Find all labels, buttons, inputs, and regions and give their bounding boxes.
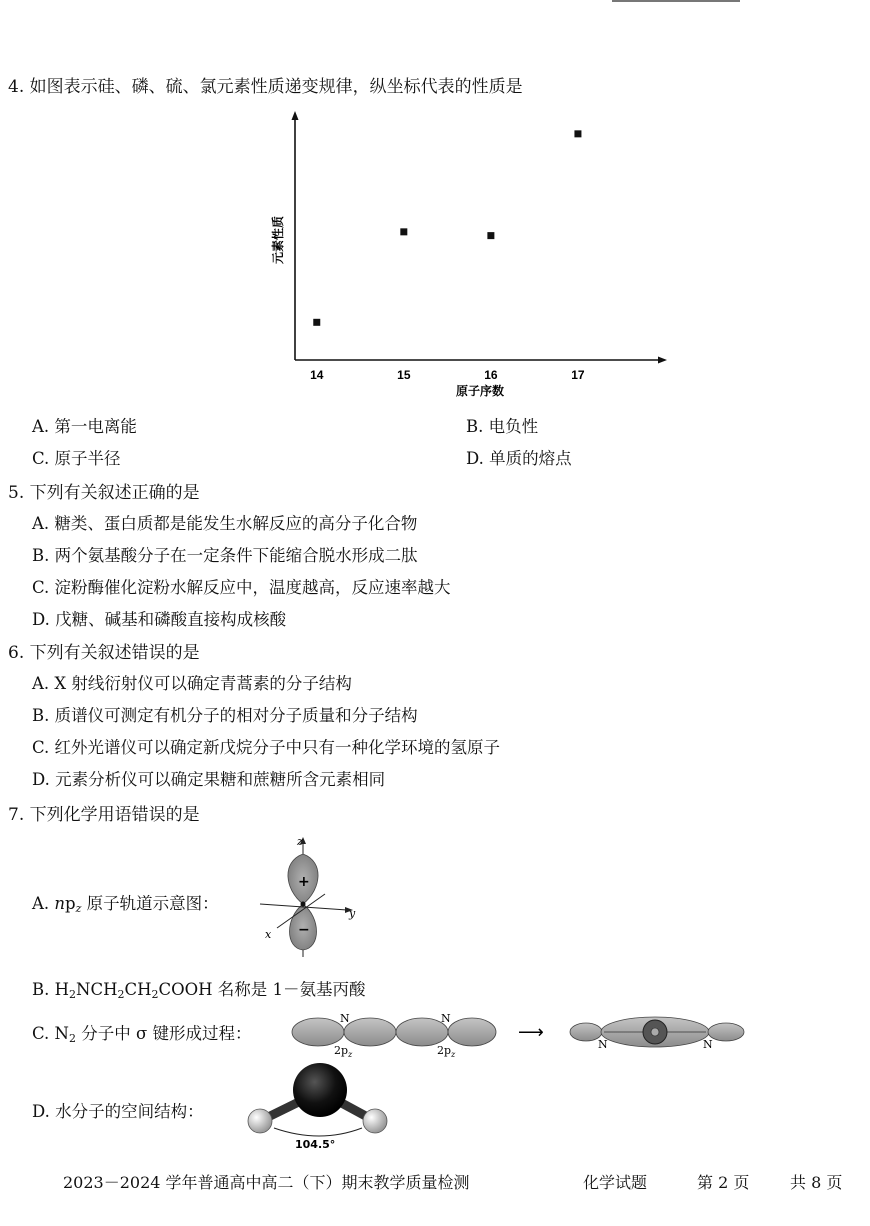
q7c-prefix: C. N [32, 1024, 69, 1043]
water-molecule-svg [240, 1062, 400, 1152]
q5-option-b[interactable]: B. 两个氨基酸分子在一定条件下能缩合脱水形成二肽 [32, 546, 418, 565]
footer-total-pages: 共 8 页 [790, 1173, 843, 1192]
data-point [400, 228, 407, 235]
question-6-stem: 6. 下列有关叙述错误的是 [8, 643, 200, 663]
q7c-sub: 2 [68, 1032, 76, 1045]
sigma-bond-figure [290, 1008, 755, 1064]
chart-svg [255, 105, 675, 400]
q7-option-a[interactable] [32, 890, 219, 915]
n-label-1: N [340, 1012, 350, 1025]
hydrogen-atom-left [248, 1109, 272, 1133]
q7a-sub: z [75, 902, 82, 915]
p-orbital-svg [255, 832, 365, 962]
z-label: z [297, 835, 303, 848]
q5-option-c[interactable]: C. 淀粉酶催化淀粉水解反应中，温度越高，反应速率越大 [32, 578, 451, 597]
footer-page-number: 第 2 页 [697, 1173, 750, 1192]
question-7-stem: 7. 下列化学用语错误的是 [8, 805, 200, 825]
q7-option-b[interactable] [32, 976, 366, 1001]
sigma-bond-svg [290, 1008, 755, 1060]
sigma-overlap-core [651, 1028, 659, 1036]
p-orbital-figure [255, 832, 365, 966]
data-point [574, 130, 581, 137]
orbital-2-right-lobe [448, 1018, 496, 1046]
q7b-sub1: 2 [69, 988, 77, 1001]
bond-angle-arc [274, 1128, 362, 1136]
y-axis-label: 元素性质 [271, 215, 285, 265]
n-label-4: N [703, 1038, 713, 1051]
property-trend-chart [255, 105, 675, 400]
q7b-text2: CH [124, 980, 152, 999]
q7b-sub2: 2 [117, 988, 125, 1001]
q4-option-d[interactable]: D. 单质的熔点 [466, 449, 572, 468]
x-axis-arrow [658, 357, 667, 364]
footer-subject: 化学试题 [583, 1173, 648, 1192]
q6-option-d[interactable]: D. 元素分析仪可以确定果糖和蔗糖所含元素相同 [32, 770, 386, 789]
y-label: y [349, 907, 356, 920]
q7b-sub3: 2 [151, 988, 159, 1001]
q4-option-c[interactable]: C. 原子半径 [32, 449, 121, 468]
process-arrow: ⟶ [518, 1022, 544, 1043]
q7a-n: n [54, 894, 66, 913]
orbital-label-1: $2p_z$ [334, 1044, 353, 1059]
x-tick-label: 14 [310, 368, 324, 382]
q5-option-d[interactable]: D. 戊糖、碱基和磷酸直接构成核酸 [32, 610, 287, 629]
q7-option-c[interactable] [32, 1020, 251, 1045]
top-edge-line [612, 0, 740, 2]
q6-option-b[interactable]: B. 质谱仪可测定有机分子的相对分子质量和分子结构 [32, 706, 418, 725]
x-tick-label: 17 [571, 368, 585, 382]
plus-sign: + [298, 874, 310, 890]
x-axis-label: 原子序数 [455, 384, 505, 398]
q7a-suffix: 原子轨道示意图： [81, 894, 219, 913]
water-molecule-figure [240, 1062, 400, 1156]
q6-option-c[interactable]: C. 红外光谱仪可以确定新戊烷分子中只有一种化学环境的氢原子 [32, 738, 501, 757]
x-label: x [265, 928, 272, 941]
q7c-suffix: 分子中 σ 键形成过程： [75, 1024, 252, 1043]
orbital-label-2: $2p_z$ [437, 1044, 456, 1059]
data-point [487, 232, 494, 239]
n-label-3: N [598, 1038, 608, 1051]
q7b-prefix: B. H [32, 980, 70, 999]
q7a-p: p [65, 894, 76, 913]
q6-option-a[interactable]: A. X 射线衍射仪可以确定青蒿素的分子结构 [32, 674, 352, 693]
footer-exam-title: 2023－2024 学年普通高中高二（下）期末教学质量检测 [63, 1173, 470, 1192]
q7b-text3: COOH 名称是 1－氨基丙酸 [158, 980, 366, 999]
orbital-1-right-lobe [344, 1018, 396, 1046]
x-tick-label: 16 [484, 368, 498, 382]
q7a-prefix: A. [32, 894, 55, 913]
data-point [313, 319, 320, 326]
hydrogen-atom-right [363, 1109, 387, 1133]
sigma-right-lobe [708, 1023, 744, 1041]
question-5-stem: 5. 下列有关叙述正确的是 [8, 483, 200, 503]
q7-option-d[interactable]: D. 水分子的空间结构： [32, 1102, 204, 1121]
bond-angle-label: 104.5° [295, 1138, 336, 1151]
oxygen-atom [293, 1063, 347, 1117]
minus-sign: − [298, 922, 310, 938]
nucleus-dot [301, 902, 306, 907]
n-label-2: N [441, 1012, 451, 1025]
x-tick-label: 15 [397, 368, 411, 382]
q7b-text1: NCH [76, 980, 118, 999]
question-4-stem: 4. 如图表示硅、磷、硫、氯元素性质递变规律，纵坐标代表的性质是 [8, 77, 523, 97]
q4-option-a[interactable]: A. 第一电离能 [32, 417, 137, 436]
orbital-1-left-lobe [292, 1018, 344, 1046]
q5-option-a[interactable]: A. 糖类、蛋白质都是能发生水解反应的高分子化合物 [32, 514, 418, 533]
y-axis-arrow [292, 111, 299, 120]
q4-option-b[interactable]: B. 电负性 [466, 417, 539, 436]
